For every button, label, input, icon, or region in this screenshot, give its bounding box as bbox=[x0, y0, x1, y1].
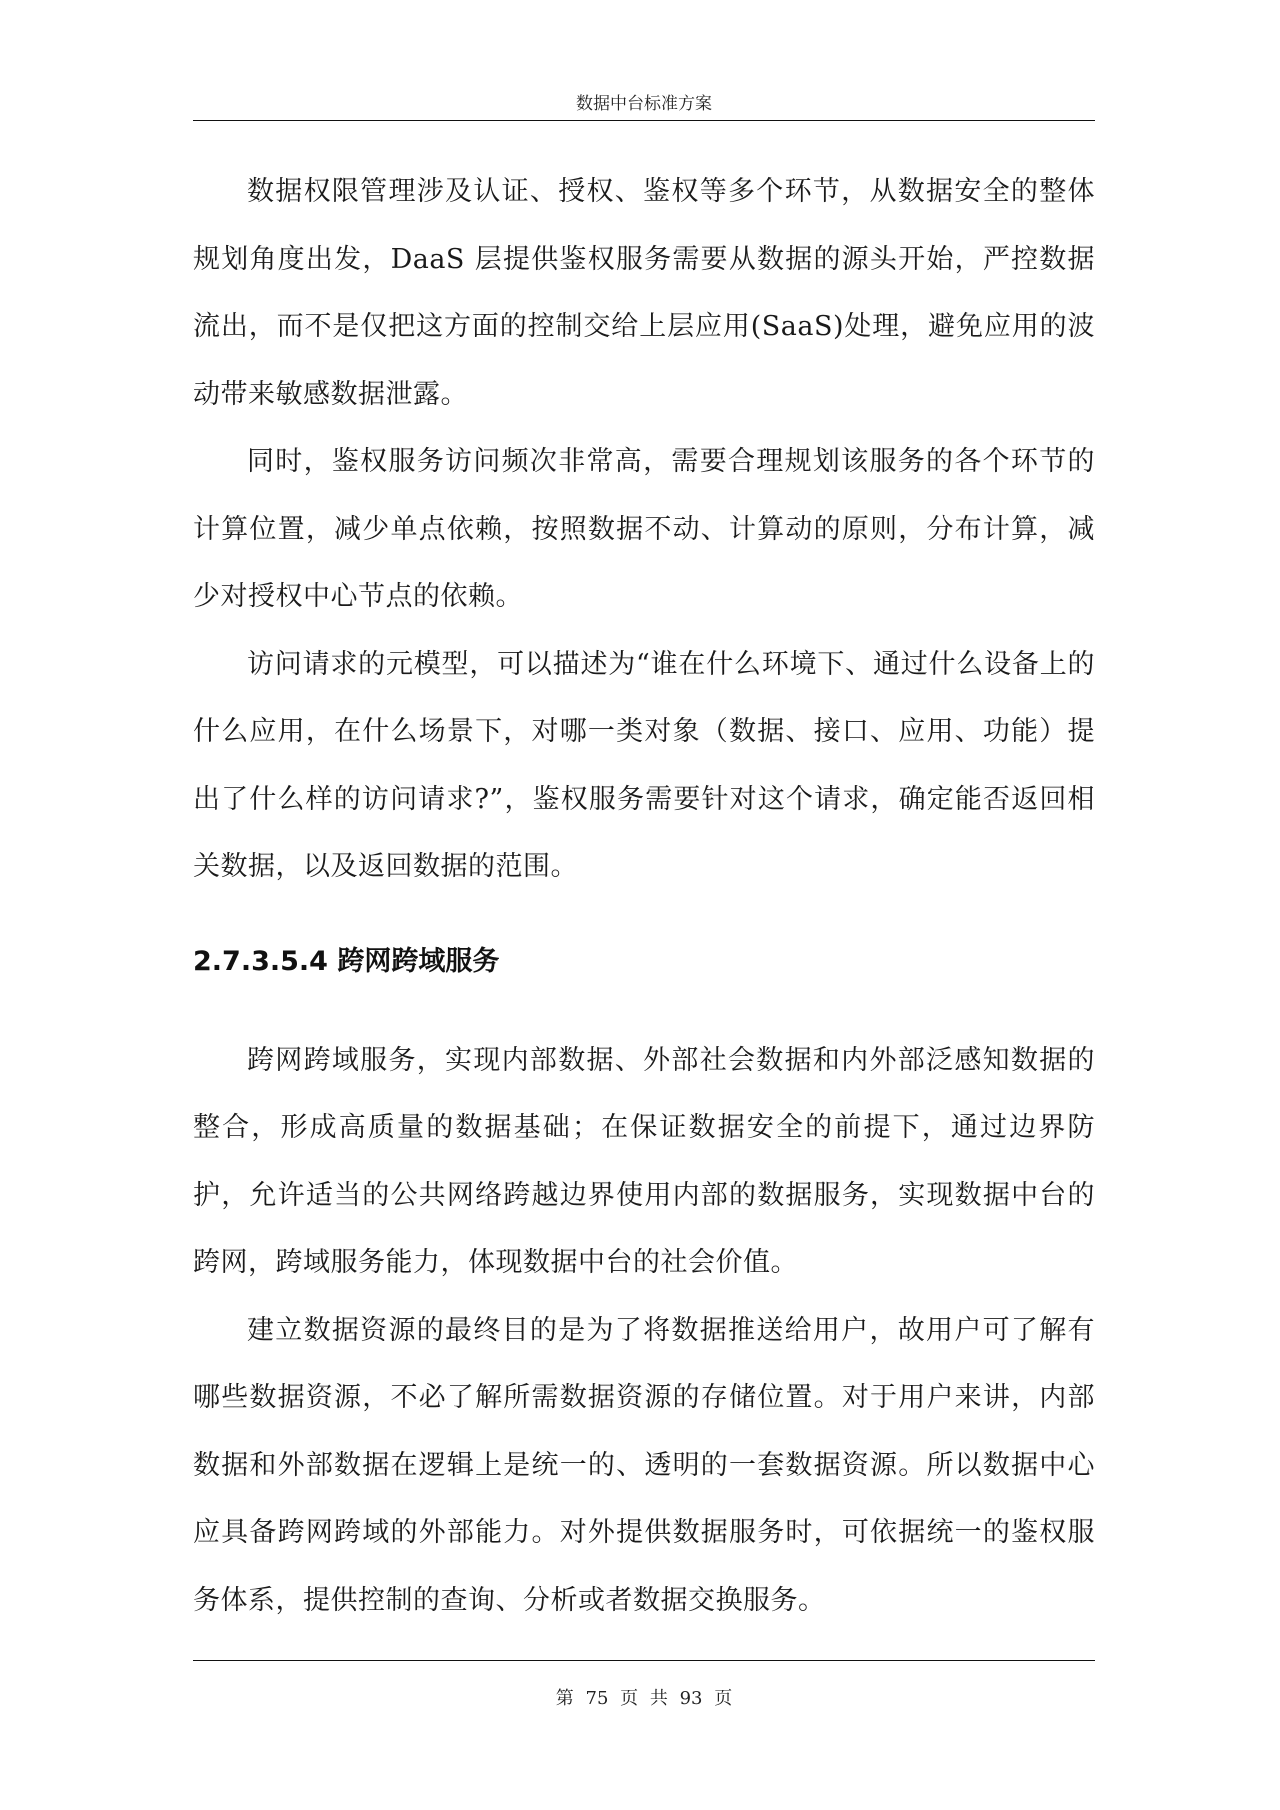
section-heading: 2.7.3.5.4 跨网跨域服务 bbox=[193, 945, 500, 977]
page-number: 第 75 页 共 93 页 bbox=[555, 1688, 733, 1709]
paragraph-data-resource-goal: 建立数据资源的最终目的是为了将数据推送给用户，故用户可了解有哪些数据资源，不必了解所需数据资源的存储位置。对于用户来讲，内部数据和外部数据在逻辑上是统一的、透明的一套数据资源。所以数据中心应具备跨网跨域的外部能力。对外提供数据服务时，可依据统一的鉴权服务体系，提供控制的查询、分析或者数据交换服务。 bbox=[193, 1314, 1095, 1616]
paragraph-cross-network-service: 跨网跨域服务，实现内部数据、外部社会数据和内外部泛感知数据的整合，形成高质量的数据基础；在保证数据安全的前提下，通过边界防护，允许适当的公共网络跨越边界使用内部的数据服务，实现数据中台的跨网，跨域服务能力，体现数据中台的社会价值。 bbox=[193, 1044, 1095, 1278]
paragraph-auth-overview: 数据权限管理涉及认证、授权、鉴权等多个环节，从数据安全的整体规划角度出发，DaaS 层提供鉴权服务需要从数据的源头开始，严控数据流出，而不是仅把这方面的控制交给上层应用(SaaS)处理，避免应用的波动带来敏感数据泄露。 bbox=[193, 176, 1095, 410]
document-body bbox=[193, 158, 1095, 1634]
paragraph-access-meta-model: 访问请求的元模型，可以描述为“谁在什么环境下、通过什么设备上的什么应用，在什么场景下，对哪一类对象（数据、接口、应用、功能）提出了什么样的访问请求?”，鉴权服务需要针对这个请求，确定能否返回相关数据，以及返回数据的范围。 bbox=[193, 648, 1095, 882]
paragraph-auth-frequency: 同时，鉴权服务访问频次非常高，需要合理规划该服务的各个环节的计算位置，减少单点依赖，按照数据不动、计算动的原则，分布计算，减少对授权中心节点的依赖。 bbox=[193, 446, 1095, 612]
page-header: 数据中台标准方案 bbox=[576, 94, 712, 114]
header-divider bbox=[193, 120, 1095, 121]
footer-divider bbox=[193, 1660, 1095, 1661]
